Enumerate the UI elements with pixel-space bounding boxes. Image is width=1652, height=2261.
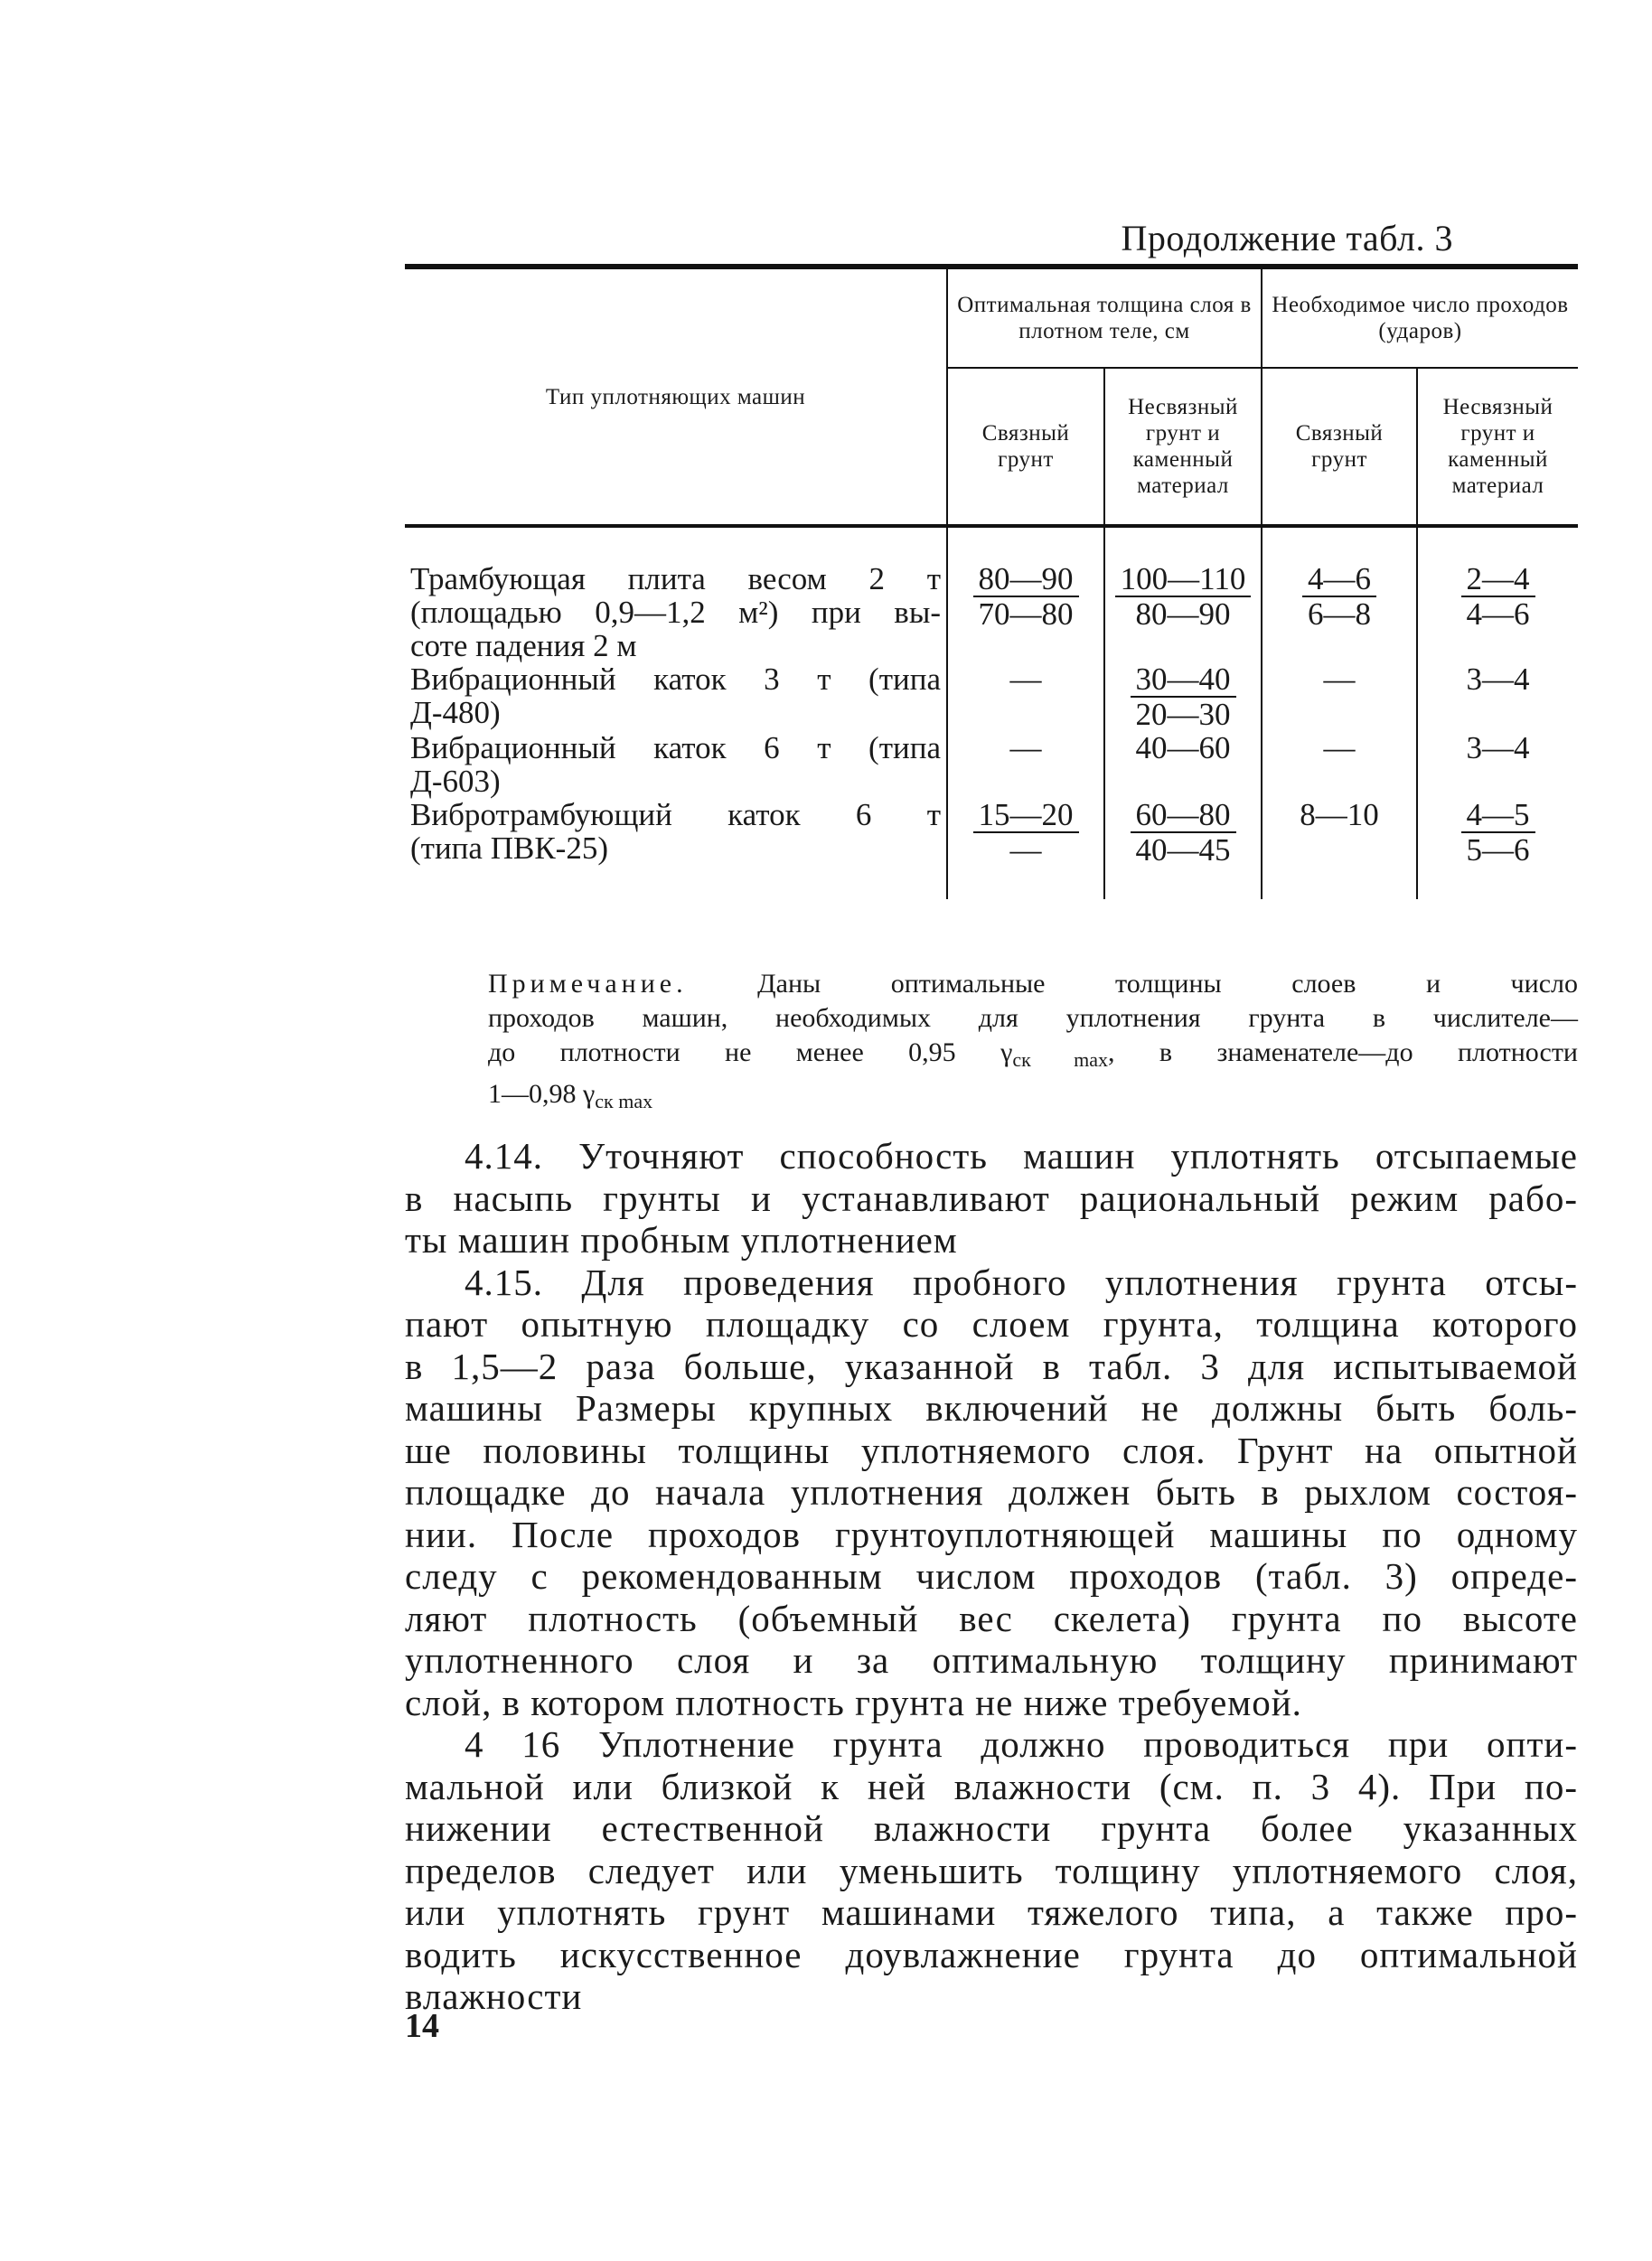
cell-value: — — [1262, 662, 1417, 731]
cell-value: $\frac{100—110}{80—90}$ — [1104, 526, 1262, 662]
cell-value: — — [947, 662, 1104, 731]
header-noncohesive-thickness: Несвязный грунт и каменный материал — [1104, 368, 1262, 526]
page-number: 14 — [405, 2007, 439, 2045]
header-noncohesive-passes: Несвязный грунт и каменный материал — [1417, 368, 1578, 526]
cell-value: $\frac{2—4}{4—6}$ — [1417, 526, 1578, 662]
cell-value: — — [1262, 731, 1417, 798]
table-row — [405, 526, 1578, 662]
header-optimal-thickness: Оптимальная толщина слоя в плотном теле, см — [947, 267, 1262, 368]
paragraph-4-15: 4.15. Для проведения пробного уплотнения грунта отсы- пают опытную площадку со слоем грунта, толщина которого в 1,5—2 раза больше, указанной в табл. 3 для испытываемой машины Размеры крупных включений не должны быть боль- ше половины толщины уплотняемого слоя. Грунт на опытной площадке до начала уплотнения должен быть в рыхлом состоя- нии. После проходов грунтоуплотняющей машины по одному следу с рекомендованным числом проходов (табл. 3) опреде- ляют плотность (объемный вес скелета) грунта по высоте уплотненного слоя и за оптимальную толщину принимают слой, в котором плотность грунта не ниже требуемой. — [405, 1261, 1578, 1723]
cell-value: $\frac{4—6}{6—8}$ — [1262, 526, 1417, 662]
table-row — [405, 662, 1578, 731]
paragraph-4-14: 4.14. Уточняют способность машин уплотнять отсыпаемые в насыпь грунты и устанавливают рациональный режим рабо- ты машин пробным уплотнением — [405, 1135, 1578, 1261]
machine-name: Вибротрамбующий каток 6 т (типа ПВК-25) — [410, 797, 941, 866]
table-row — [405, 798, 1578, 899]
cell-value: 40—60 — [1104, 731, 1262, 798]
cell-value: $\frac{15—20}{—}$ — [947, 798, 1104, 899]
paragraph-4-16: 4 16 Уплотнение грунта должно проводиться при опти- мальной или близкой к ней влажности (см. п. 3 4). При по- нижении естественной влажности грунта более указанных пределов следует или уменьшить толщину уплотняемого слоя, или уплотнять грунт машинами тяжелого типа, а также про- водить искусственное доувлажнение грунта до оптимальной влажности — [405, 1723, 1578, 2017]
cell-value: 3—4 — [1417, 731, 1578, 798]
machine-name: Трамбующая плита весом 2 т (площадью 0,9—1,2 м²) при вы- соте падения 2 м — [410, 561, 941, 663]
note-label: Примечание. — [488, 969, 688, 999]
cell-value: $\frac{30—40}{20—30}$ — [1104, 662, 1262, 731]
table-caption: Продолжение табл. 3 — [1121, 218, 1453, 258]
header-cohesive-passes: Связный грунт — [1262, 368, 1417, 526]
cell-value: $\frac{60—80}{40—45}$ — [1104, 798, 1262, 899]
header-machine-type: Тип уплотняющих машин — [405, 267, 947, 526]
header-passes-count: Необходимое число проходов (ударов) — [1262, 267, 1578, 368]
cell-value: $\frac{80—90}{70—80}$ — [947, 526, 1104, 662]
cell-value: 3—4 — [1417, 662, 1578, 731]
machine-name: Вибрационный каток 3 т (типа Д-480) — [410, 661, 941, 730]
body-text — [405, 1135, 1578, 2018]
cell-value: — — [947, 731, 1104, 798]
table-note: Примечание. Даны оптимальные толщины слоев и число проходов машин, необходимых для уплотнения грунта в числителе— до плотности не менее 0,95 $\gamma_{ск max}$, в знаменателе—до плотности 1—0,98 $\gamma_{ск max}$ — [488, 969, 1578, 1112]
compaction-table — [405, 264, 1578, 899]
header-cohesive-thickness: Связный грунт — [947, 368, 1104, 526]
table-row — [405, 731, 1578, 798]
cell-value: 8—10 — [1262, 798, 1417, 899]
cell-value: $\frac{4—5}{5—6}$ — [1417, 798, 1578, 899]
machine-name: Вибрационный каток 6 т (типа Д-603) — [410, 730, 941, 799]
